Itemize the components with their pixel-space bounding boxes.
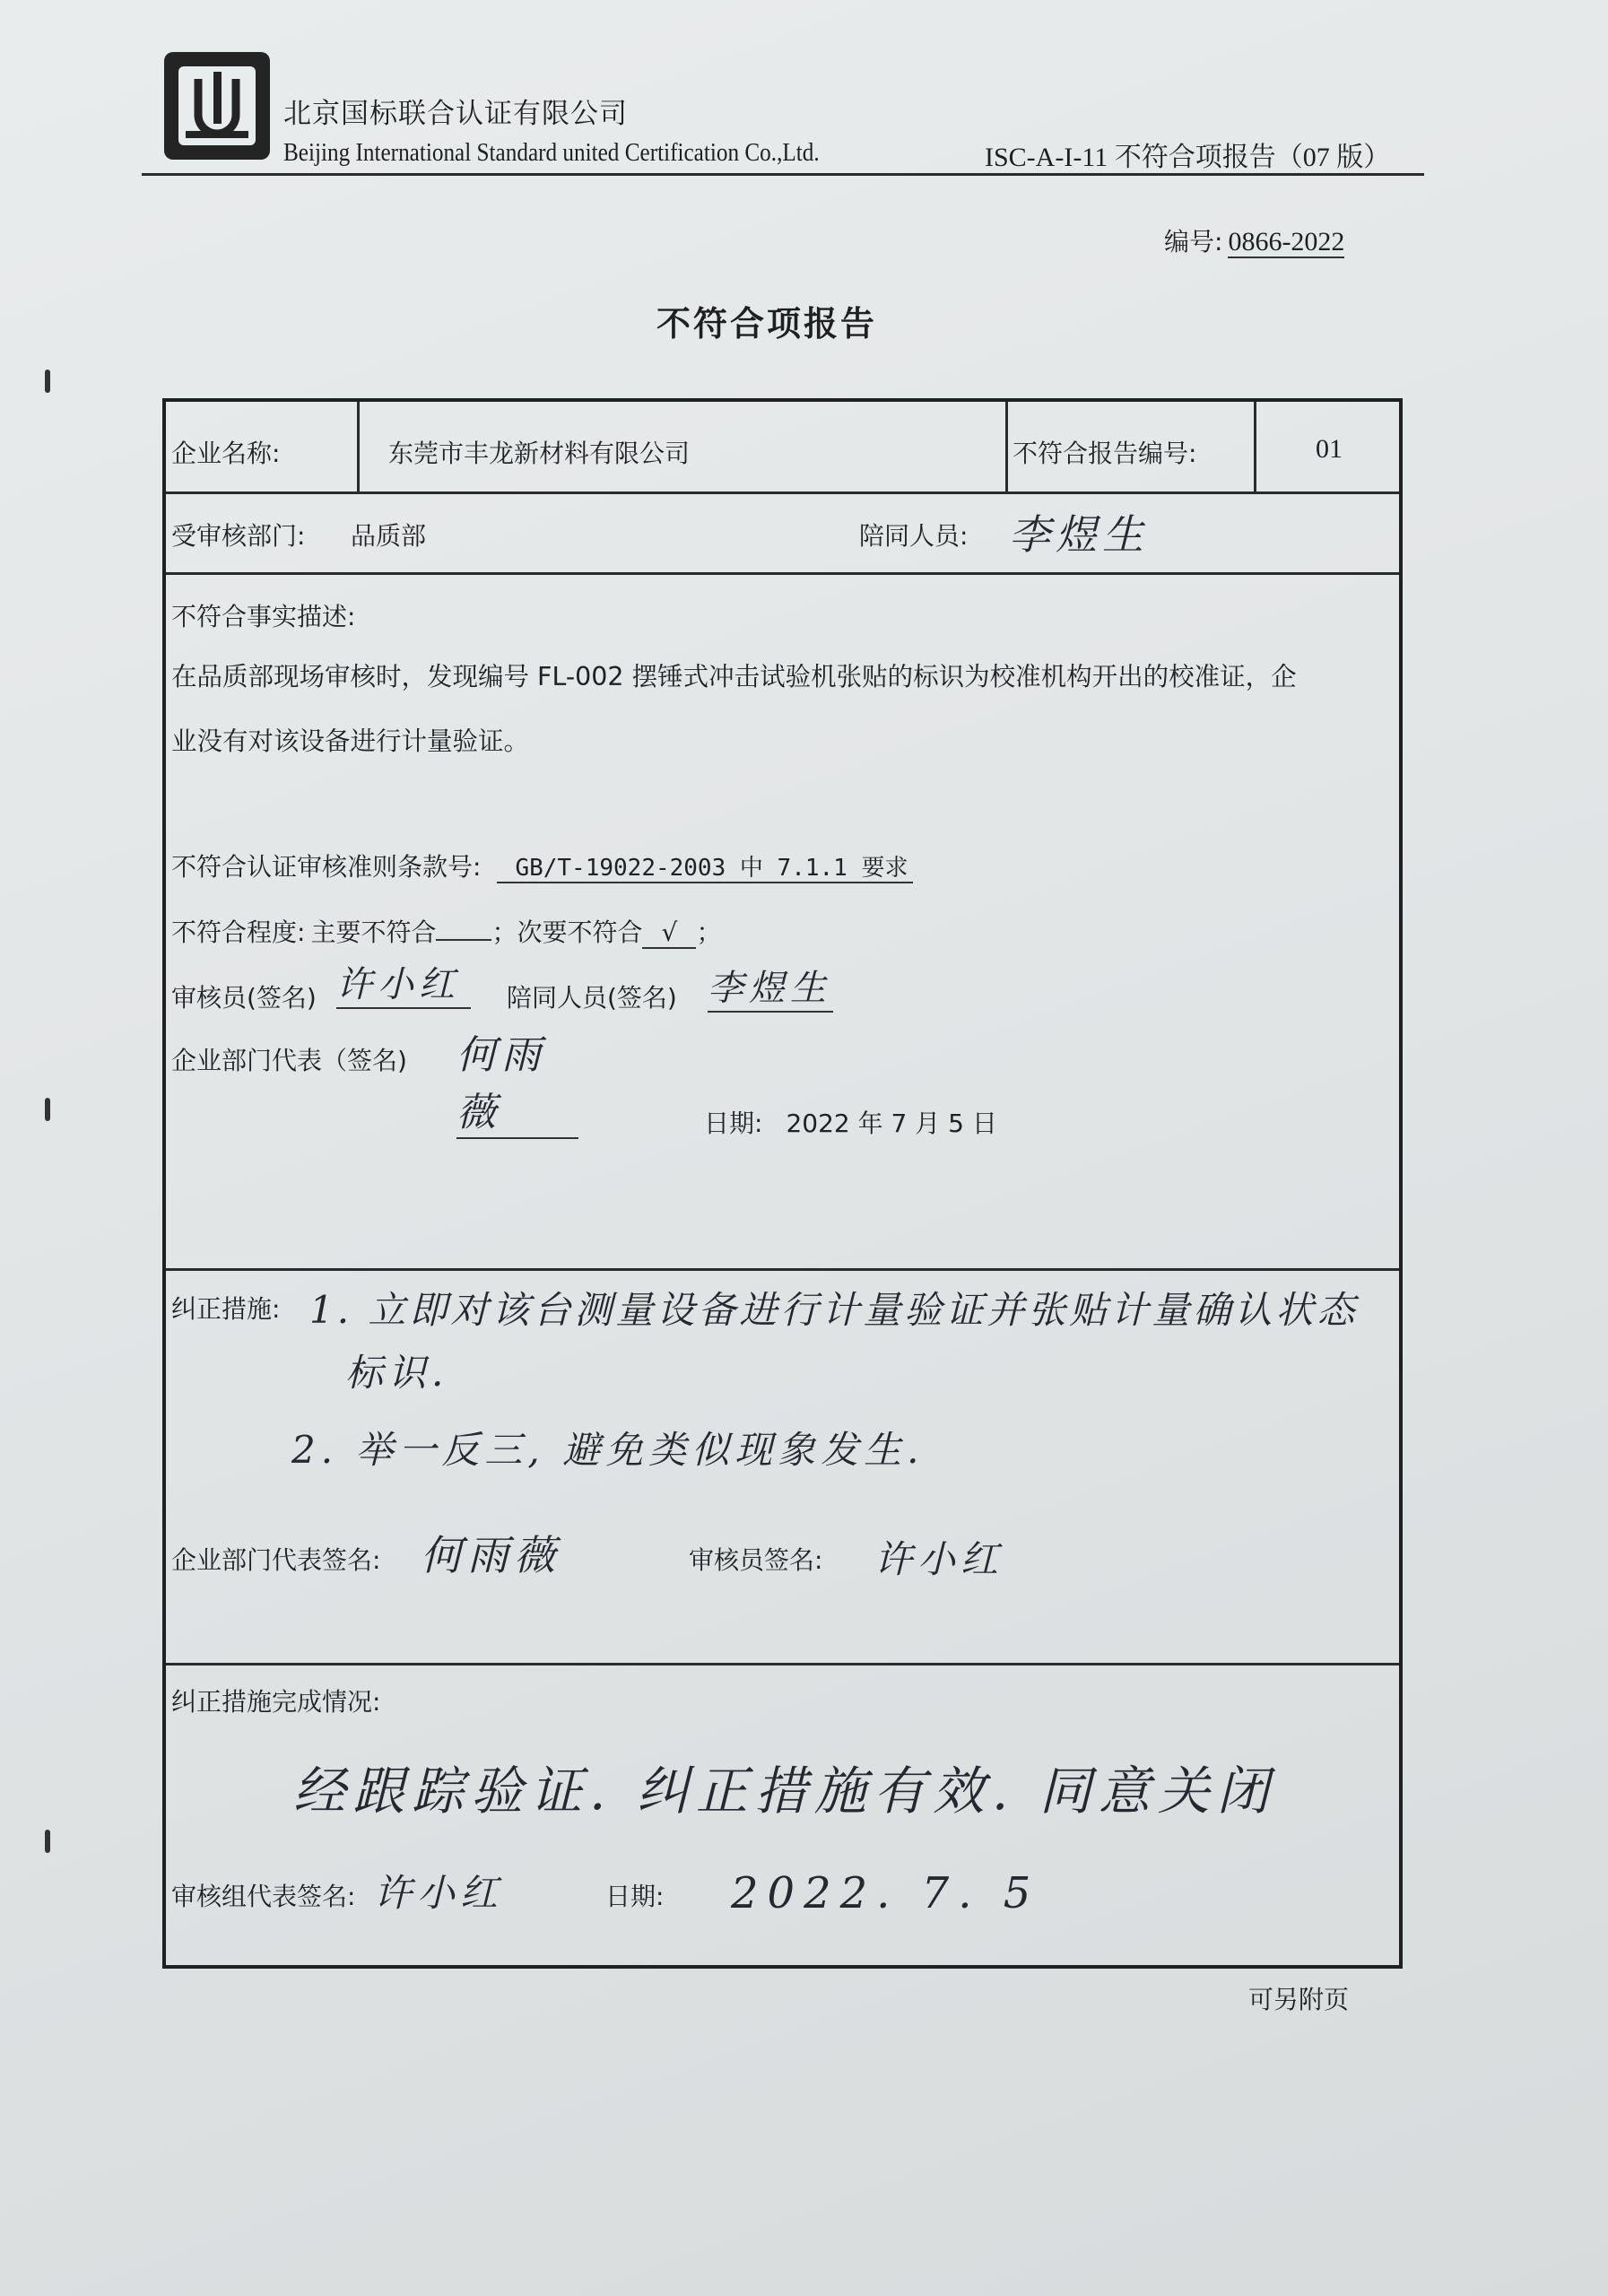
report-table [162,398,1403,1969]
rep-signature-2: 何雨薇 [421,1531,561,1579]
divider [166,491,1399,494]
fact-line-2: 业没有对该设备进行计量验证。 [171,726,530,756]
date-value-2: 2022. 7. 5 [731,1868,1040,1918]
binder-mark [45,370,50,393]
header-rule [142,173,1424,176]
degree-row: 不符合程度: 主要不符合 ；次要不符合 √ ； [171,918,722,947]
divider [357,402,360,494]
date-row: 日期: 2022 年 7 月 5 日 [704,1109,997,1138]
divider [166,1663,1399,1665]
page-title: 不符合项报告 [656,304,878,344]
fact-line-1: 在品质部现场审核时，发现编号 FL-002 摆锤式冲击试验机张贴的标识为校准机构开出的校准证，企 [171,662,1297,691]
footer-note: 可另附页 [1248,1985,1350,2014]
fact-label: 不符合事实描述: [171,602,356,631]
date-label-2: 日期: [605,1882,665,1911]
auditor-signature: 许小红 [336,956,471,1009]
auditor-sig-label-2: 审核员签名: [689,1545,823,1575]
team-rep-label: 审核组代表签名: [171,1882,356,1911]
escort-signature-2: 李煜生 [708,960,833,1013]
corrective-label: 纠正措施: [171,1294,281,1324]
escort-label: 陪同人员: [859,521,969,551]
corrective-line-1: 1. 立即对该台测量设备进行计量验证并张贴计量确认状态 [309,1288,1359,1332]
company-name-cn: 北京国标联合认证有限公司 [283,98,628,130]
report-number: 编号: 0866-2022 [1164,227,1345,257]
binder-mark [45,1830,50,1853]
auditor-sig-label: 审核员(签名) [171,983,317,1013]
corrective-line-3: 2. 举一反三, 避免类似现象发生. [291,1428,925,1472]
clause-row: 不符合认证审核准则条款号: GB/T-19022-2003 中 7.1.1 要求 [171,848,913,883]
company-label: 企业名称: [171,439,281,468]
divider [1005,402,1008,494]
escort-sig-label: 陪同人员(签名) [507,983,677,1013]
escort-signature: 李煜生 [1009,510,1149,559]
dept-value: 品质部 [351,521,427,551]
binder-mark [45,1098,50,1121]
isc-logo-icon [164,52,270,160]
corrective-line-2: 标识. [345,1351,449,1395]
company-value: 东莞市丰龙新材料有限公司 [388,439,691,468]
divider [166,1268,1399,1271]
form-code: ISC-A-I-11 不符合项报告（07 版） [985,143,1391,172]
divider [1254,402,1256,494]
completion-label: 纠正措施完成情况: [171,1687,381,1717]
report-no-value: 01 [1316,434,1343,464]
dept-label: 受审核部门: [171,521,306,551]
rep-sig-label-2: 企业部门代表签名: [171,1545,381,1575]
rep-sig-label: 企业部门代表（签名) [171,1046,407,1075]
rep-signature: 何雨薇 [456,1022,578,1139]
report-no-label: 不符合报告编号: [1013,439,1197,468]
auditor-signature-2: 许小红 [874,1537,1004,1581]
completion-text: 经跟踪验证. 纠正措施有效. 同意关闭 [293,1761,1276,1822]
team-rep-signature: 许小红 [374,1871,504,1915]
company-name-en: Beijing International Standard united Certification Co.,Ltd. [283,139,820,167]
divider [166,572,1399,575]
